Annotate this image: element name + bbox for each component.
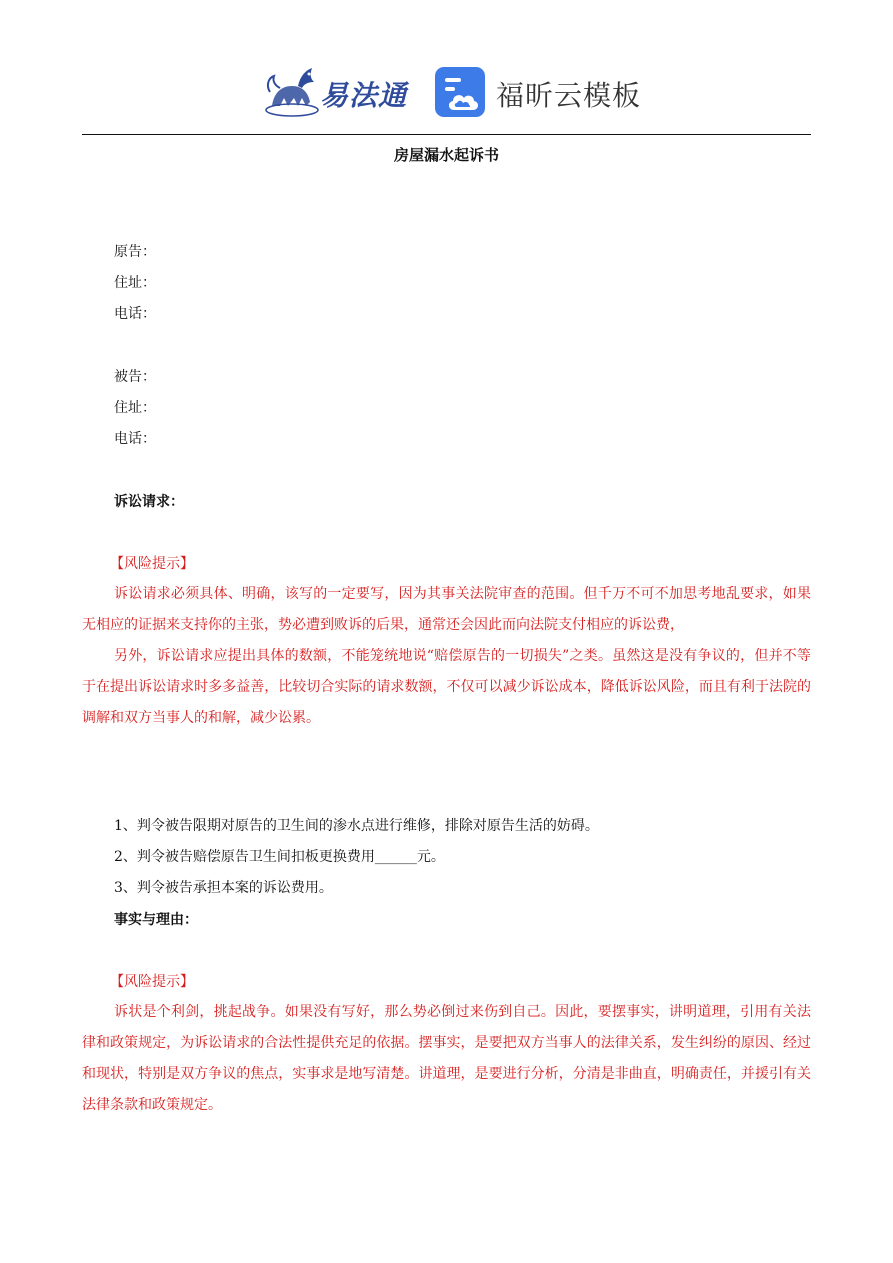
qilin-emblem-icon [262,62,322,120]
claims-risk-label: 【风险提示】 [110,556,194,572]
fuxin-logo [434,64,644,120]
header-logos [262,60,642,122]
fuxin-logo-text: 福昕云模板 [496,79,642,112]
defendant-phone-label: 电话： [114,431,156,447]
defendant-name-label: 被告： [114,369,156,385]
plaintiff-phone-label: 电话： [114,306,156,322]
facts-risk-label: 【风险提示】 [110,974,194,990]
defendant-address-label: 住址： [114,400,156,416]
document-title: 房屋漏水起诉书 [393,146,499,164]
claims-risk-paragraph-2: 另外，诉讼请求应提出具体的数额，不能笼统地说“赔偿原告的一切损失”之类。虽然这是没有争议的，但并不等于在提出诉讼请求时多多益善，比较切合实际的请求数额，不仅可以减少诉讼成本，降低诉讼风险，而且有利于法院的调解和双方当事人的和解，减少讼累。 [82,648,811,726]
yifatong-logo [262,62,412,120]
claims-risk-paragraph-1: 诉讼请求必须具体、明确，该写的一定要写，因为其事关法院审查的范围。但千万不可不加思考地乱要求，如果无相应的证据来支持你的主张，势必遭到败诉的后果，通常还会因此而向法院支付相应的诉讼费， [82,586,811,633]
claim-item-3: 3、判令被告承担本案的诉讼费用。 [114,880,333,896]
plaintiff-address-label: 住址： [114,275,156,291]
claims-heading: 诉讼请求： [114,494,184,510]
plaintiff-name-label: 原告： [114,244,156,260]
facts-risk-paragraph: 诉状是个利剑，挑起战争。如果没有写好，那么势必倒过来伤到自己。因此，要摆事实，讲明道理，引用有关法律和政策规定，为诉讼请求的合法性提供充足的依据。摆事实，是要把双方当事人的法律关系，发生纠纷的原因、经过和现状，特别是双方争议的焦点，实事求是地写清楚。讲道理，是要进行分析，分清是非曲直，明确责任，并援引有关法律条款和政策规定。 [82,1004,811,1113]
facts-heading: 事实与理由： [114,912,198,928]
fuxin-cloud-doc-icon [434,66,486,118]
claim-item-1: 1、判令被告限期对原告的卫生间的渗水点进行维修，排除对原告生活的妨碍。 [114,818,599,834]
header-divider [82,134,811,135]
claim-item-2: 2、判令被告赔偿原告卫生间扣板更换费用______元。 [114,849,445,865]
yifatong-logo-text: 易法通 [320,79,408,112]
